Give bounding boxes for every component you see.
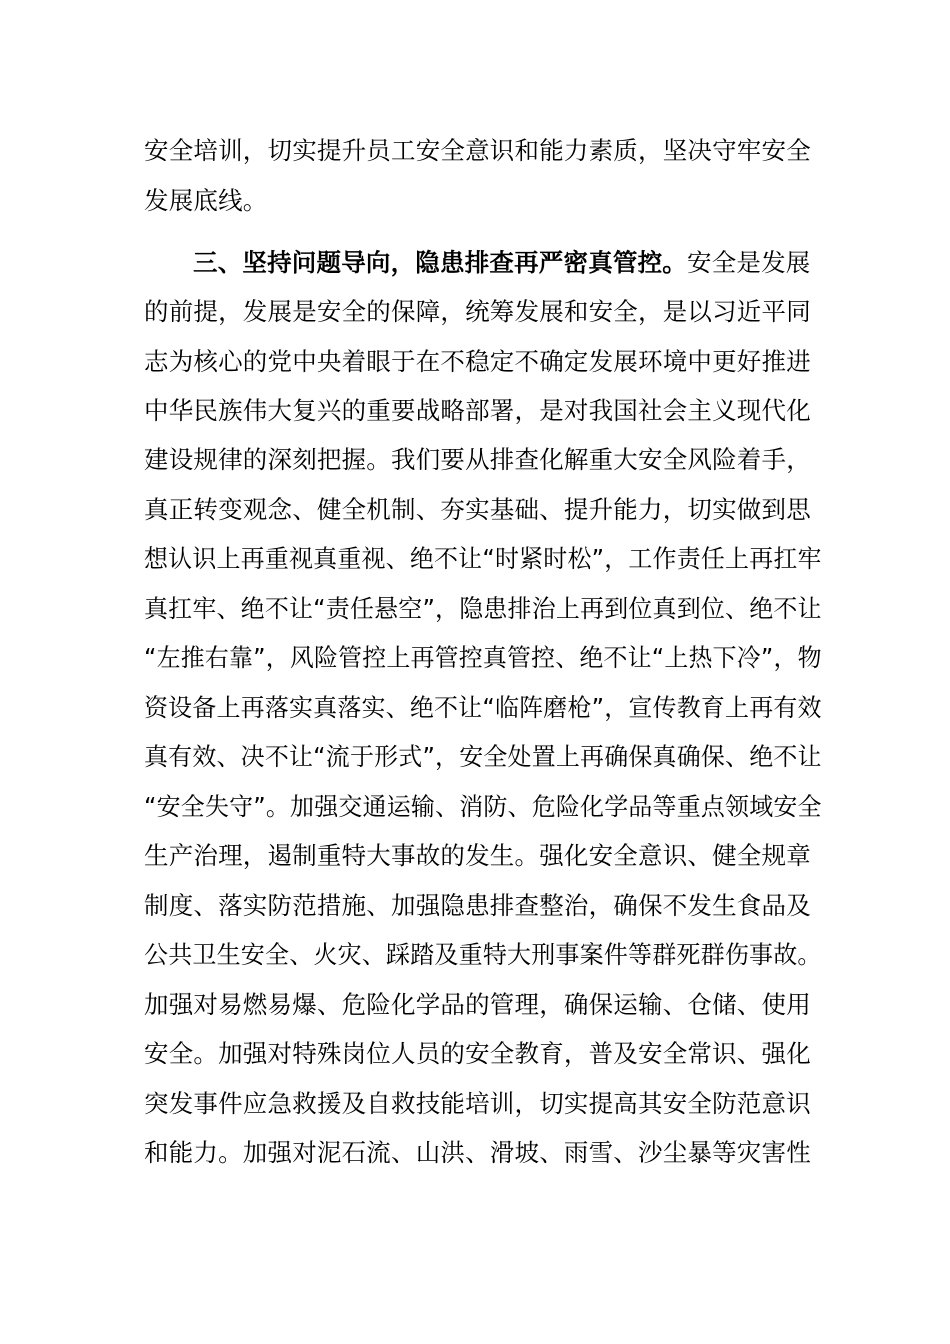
paragraph-2-line: 公共卫生安全、火灾、踩踏及重特大刑事案件等群死群伤事故。 <box>144 940 822 969</box>
paragraph-2-line: 生产治理，遏制重特大事故的发生。强化安全意识、健全规章 <box>144 841 811 870</box>
paragraph-2-line: 的前提，发展是安全的保障，统筹发展和安全，是以习近平同 <box>144 297 811 326</box>
paragraph-1-line-2: 发展底线。 <box>144 186 268 215</box>
paragraph-2-first-line <box>193 243 811 283</box>
section-heading: 三、坚持问题导向，隐患排查再严密真管控。 <box>193 248 687 277</box>
paragraph-2-line: 真有效、决不让“流于形式”，安全处置上再确保真确保、绝不让 <box>144 742 822 771</box>
paragraph-2-line: 真正转变观念、健全机制、夯实基础、提升能力，切实做到思 <box>144 495 811 524</box>
paragraph-2-line: 资设备上再落实真落实、绝不让“临阵磨枪”，宣传教育上再有效 <box>144 693 822 722</box>
paragraph-2-line: 中华民族伟大复兴的重要战略部署，是对我国社会主义现代化 <box>144 396 811 425</box>
paragraph-2-line: 制度、落实防范措施、加强隐患排查整治，确保不发生食品及 <box>144 891 811 920</box>
paragraph-2-line: 安全。加强对特殊岗位人员的安全教育，普及安全常识、强化 <box>144 1039 811 1068</box>
paragraph-2-line: “左推右靠”，风险管控上再管控真管控、绝不让“上热下冷”，物 <box>144 643 822 672</box>
paragraph-2-line: 志为核心的党中央着眼于在不稳定不确定发展环境中更好推进 <box>144 347 811 376</box>
paragraph-2-line: “安全失守”。加强交通运输、消防、危险化学品等重点领域安全 <box>144 792 822 821</box>
paragraph-2-line: 加强对易燃易爆、危险化学品的管理，确保运输、仓储、使用 <box>144 990 811 1019</box>
paragraph-2-first-line-text: 安全是发展 <box>687 248 811 277</box>
paragraph-2-line: 真扛牢、绝不让“责任悬空”，隐患排治上再到位真到位、绝不让 <box>144 594 822 623</box>
paragraph-2-line: 和能力。加强对泥石流、山洪、滑坡、雨雪、沙尘暴等灾害性 <box>144 1138 811 1167</box>
paragraph-2-line: 想认识上再重视真重视、绝不让“时紧时松”，工作责任上再扛牢 <box>144 544 822 573</box>
paragraph-1-line-1: 安全培训，切实提升员工安全意识和能力素质，坚决守牢安全 <box>144 136 811 165</box>
paragraph-2-line: 突发事件应急救援及自救技能培训，切实提高其安全防范意识 <box>144 1089 811 1118</box>
paragraph-2-line: 建设规律的深刻把握。我们要从排查化解重大安全风险着手， <box>144 445 811 474</box>
